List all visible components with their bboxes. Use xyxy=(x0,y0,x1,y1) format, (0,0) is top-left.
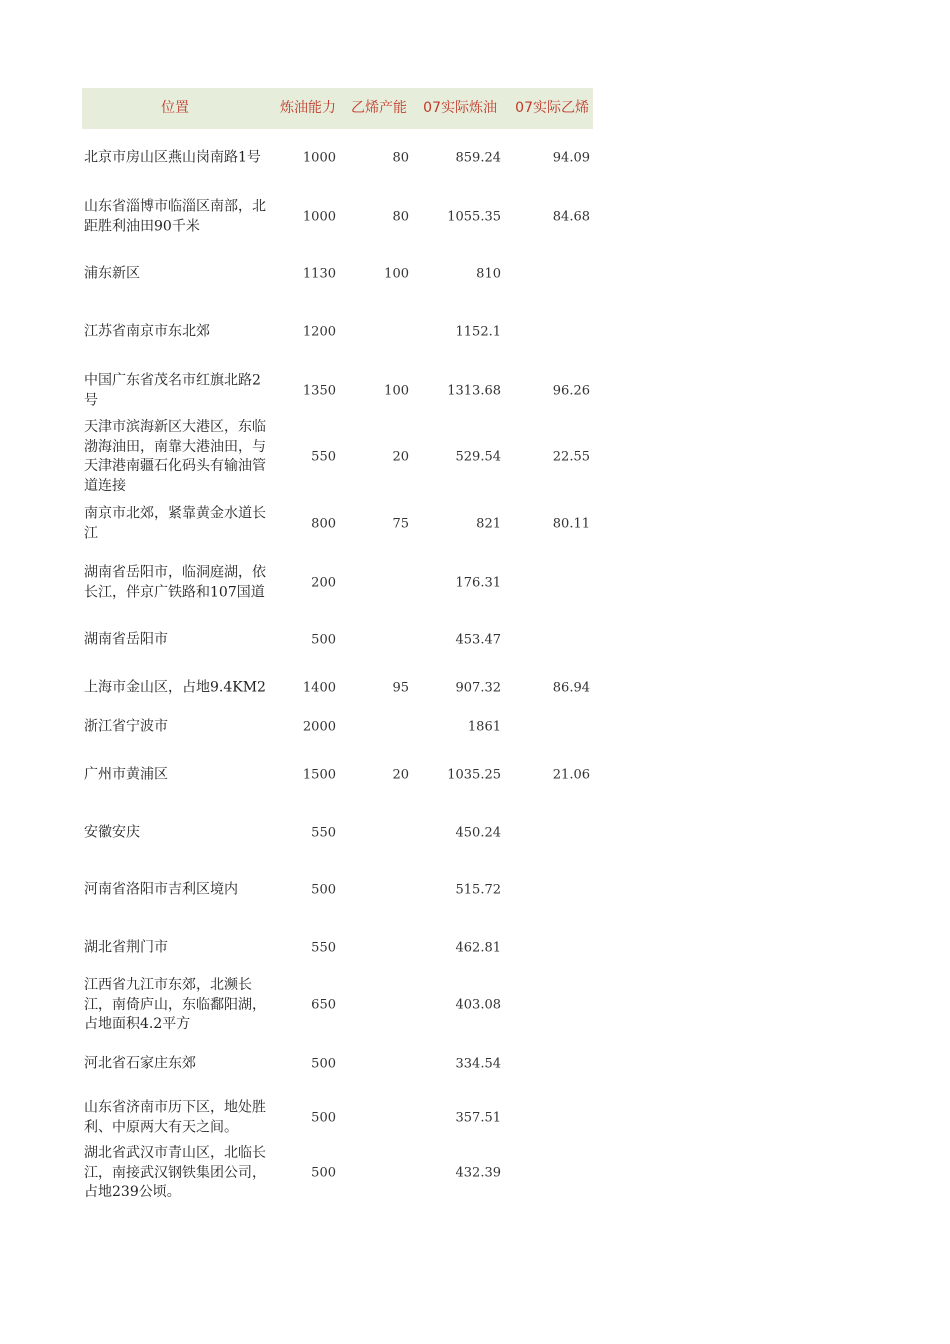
cell-location[interactable]: 浙江省宁波市 xyxy=(84,718,168,735)
cell-location[interactable]: 南京市北郊，紧靠黄金水道长江 xyxy=(84,505,266,541)
cell-location[interactable]: 广州市黄浦区 xyxy=(84,766,168,783)
cell-location[interactable]: 湖南省岳阳市，临洞庭湖，依长江，伴京广铁路和107国道 xyxy=(84,564,266,600)
refinery-table xyxy=(82,88,593,1200)
cell-refining-capacity[interactable]: 550 xyxy=(311,825,336,841)
table-row xyxy=(82,1041,593,1087)
cell-location[interactable]: 河北省石家庄东郊 xyxy=(84,1055,196,1072)
cell-location[interactable]: 江西省九江市东郊，北濒长江，南倚庐山，东临鄱阳湖，占地面积4.2平方 xyxy=(84,976,266,1032)
cell-ethylene-capacity[interactable]: 100 xyxy=(384,266,409,282)
cell-actual-refining-07[interactable]: 515.72 xyxy=(455,882,501,898)
cell-location[interactable]: 江苏省南京市东北郊 xyxy=(84,323,210,340)
table-row xyxy=(82,417,593,497)
cell-refining-capacity[interactable]: 800 xyxy=(311,516,336,532)
cell-location[interactable]: 山东省淄博市临淄区南部，北距胜利油田90千米 xyxy=(84,198,266,234)
cell-refining-capacity[interactable]: 1000 xyxy=(302,209,336,225)
table-row xyxy=(82,862,593,918)
cell-actual-refining-07[interactable]: 403.08 xyxy=(455,997,501,1013)
cell-ethylene-capacity[interactable]: 20 xyxy=(392,767,409,783)
cell-location[interactable]: 北京市房山区燕山岗南路1号 xyxy=(84,149,261,166)
cell-actual-refining-07[interactable]: 432.39 xyxy=(455,1165,501,1181)
table-row xyxy=(82,498,593,550)
cell-refining-capacity[interactable]: 500 xyxy=(311,1056,336,1072)
cell-refining-capacity[interactable]: 650 xyxy=(311,997,336,1013)
cell-refining-capacity[interactable]: 500 xyxy=(311,1110,336,1126)
cell-ethylene-capacity[interactable]: 100 xyxy=(384,383,409,399)
cell-refining-capacity[interactable]: 2000 xyxy=(302,719,336,735)
cell-actual-ethylene-07[interactable]: 22.55 xyxy=(552,449,590,465)
cell-actual-ethylene-07[interactable]: 21.06 xyxy=(552,767,590,783)
table-row xyxy=(82,805,593,861)
cell-ethylene-capacity[interactable]: 20 xyxy=(392,449,409,465)
cell-refining-capacity[interactable]: 500 xyxy=(311,1165,336,1181)
cell-location[interactable]: 湖北省荆门市 xyxy=(84,939,168,956)
table-row xyxy=(82,307,593,357)
cell-refining-capacity[interactable]: 1200 xyxy=(302,324,336,340)
table-row xyxy=(82,1090,593,1146)
cell-ethylene-capacity[interactable]: 75 xyxy=(392,516,409,532)
cell-location[interactable]: 安徽安庆 xyxy=(84,824,140,841)
table-row xyxy=(82,136,593,180)
header-refining-capacity[interactable]: 炼油能力 xyxy=(280,100,336,116)
table-row xyxy=(82,248,593,300)
header-actual-ethylene-07[interactable]: 07实际乙烯 xyxy=(515,100,589,116)
table-row xyxy=(82,920,593,976)
cell-ethylene-capacity[interactable]: 80 xyxy=(392,150,409,166)
cell-refining-capacity[interactable]: 1350 xyxy=(302,383,336,399)
cell-location[interactable]: 湖北省武汉市青山区，北临长江，南接武汉钢铁集团公司，占地239公顷。 xyxy=(84,1144,266,1200)
table-row xyxy=(82,366,593,416)
header-actual-refining-07[interactable]: 07实际炼油 xyxy=(423,100,497,116)
table-row xyxy=(82,1145,593,1201)
table-row xyxy=(82,668,593,708)
cell-actual-ethylene-07[interactable]: 94.09 xyxy=(552,150,590,166)
cell-refining-capacity[interactable]: 500 xyxy=(311,882,336,898)
cell-actual-ethylene-07[interactable]: 80.11 xyxy=(552,516,590,532)
cell-refining-capacity[interactable]: 1500 xyxy=(302,767,336,783)
cell-actual-ethylene-07[interactable]: 96.26 xyxy=(552,383,590,399)
cell-actual-ethylene-07[interactable]: 84.68 xyxy=(552,209,590,225)
cell-actual-refining-07[interactable]: 357.51 xyxy=(455,1110,501,1126)
cell-actual-ethylene-07[interactable]: 86.94 xyxy=(552,680,590,696)
header-ethylene-capacity[interactable]: 乙烯产能 xyxy=(351,100,407,116)
cell-refining-capacity[interactable]: 200 xyxy=(311,575,336,591)
cell-location[interactable]: 湖南省岳阳市 xyxy=(84,631,168,648)
table-row xyxy=(82,750,593,800)
cell-actual-refining-07[interactable]: 1035.25 xyxy=(447,767,501,783)
cell-actual-refining-07[interactable]: 1861 xyxy=(467,719,501,735)
cell-location[interactable]: 浦东新区 xyxy=(84,265,140,282)
table-row xyxy=(82,553,593,613)
cell-refining-capacity[interactable]: 1000 xyxy=(302,150,336,166)
cell-location[interactable]: 中国广东省茂名市红旗北路2号 xyxy=(84,372,261,408)
table-row xyxy=(82,618,593,662)
cell-actual-refining-07[interactable]: 810 xyxy=(476,266,501,282)
cell-actual-refining-07[interactable]: 453.47 xyxy=(455,632,501,648)
cell-actual-refining-07[interactable]: 462.81 xyxy=(455,940,501,956)
cell-location[interactable]: 河南省洛阳市吉利区境内 xyxy=(84,881,238,898)
table-header xyxy=(82,88,593,129)
cell-actual-refining-07[interactable]: 1055.35 xyxy=(447,209,501,225)
table-row xyxy=(82,975,593,1035)
cell-refining-capacity[interactable]: 1130 xyxy=(302,266,336,282)
cell-refining-capacity[interactable]: 500 xyxy=(311,632,336,648)
cell-actual-refining-07[interactable]: 1313.68 xyxy=(447,383,501,399)
cell-location[interactable]: 山东省济南市历下区，地处胜利、中原两大有天之间。 xyxy=(84,1099,266,1135)
cell-ethylene-capacity[interactable]: 95 xyxy=(392,680,409,696)
cell-actual-refining-07[interactable]: 450.24 xyxy=(455,825,501,841)
cell-location[interactable]: 上海市金山区，占地9.4KM2 xyxy=(84,679,266,696)
cell-actual-refining-07[interactable]: 907.32 xyxy=(455,680,501,696)
table-row xyxy=(82,709,593,745)
cell-actual-refining-07[interactable]: 176.31 xyxy=(455,575,501,591)
cell-ethylene-capacity[interactable]: 80 xyxy=(392,209,409,225)
table-row xyxy=(82,189,593,245)
cell-actual-refining-07[interactable]: 821 xyxy=(476,516,501,532)
cell-location[interactable]: 天津市滨海新区大港区，东临渤海油田，南靠大港油田，与天津港南疆石化码头有输油管道连接 xyxy=(84,419,266,494)
cell-actual-refining-07[interactable]: 859.24 xyxy=(455,150,501,166)
cell-actual-refining-07[interactable]: 1152.1 xyxy=(455,324,501,340)
cell-refining-capacity[interactable]: 550 xyxy=(311,940,336,956)
cell-actual-refining-07[interactable]: 334.54 xyxy=(455,1056,501,1072)
cell-refining-capacity[interactable]: 550 xyxy=(311,449,336,465)
cell-actual-refining-07[interactable]: 529.54 xyxy=(455,449,501,465)
cell-refining-capacity[interactable]: 1400 xyxy=(302,680,336,696)
header-location[interactable]: 位置 xyxy=(161,100,189,116)
